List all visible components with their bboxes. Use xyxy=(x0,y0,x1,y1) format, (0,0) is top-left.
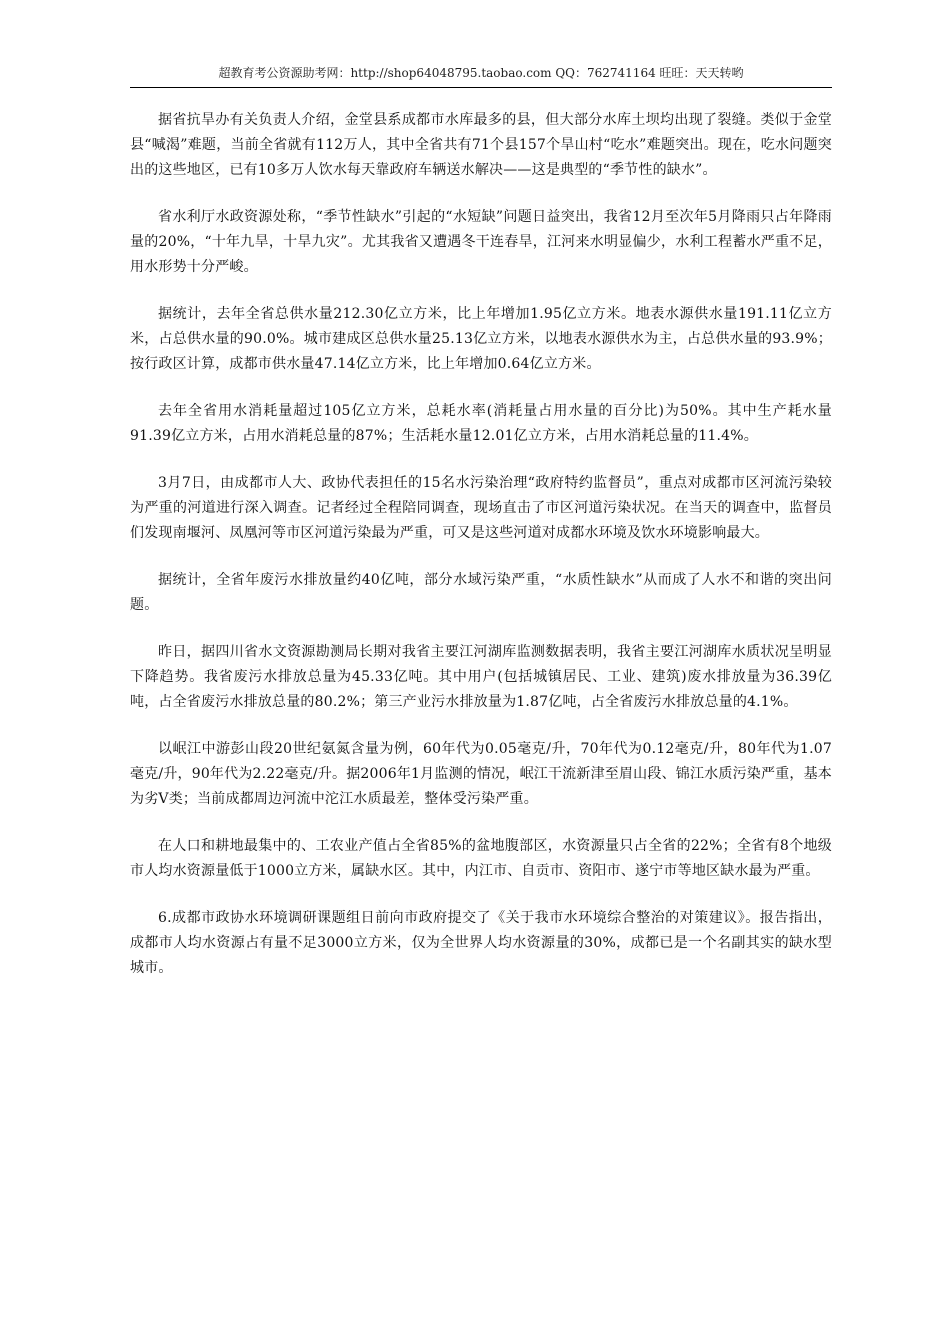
paragraph: 以岷江中游彭山段20世纪氨氮含量为例，60年代为0.05毫克/升，70年代为0.12毫克/升，80年代为1.07毫克/升，90年代为2.22毫克/升。据2006年1月监测的情况，岷江干流新津至眉山段、锦江水质污染严重，基本为劣Ⅴ类；当前成都周边河流中沱江水质最差，整体受污染严重。 xyxy=(130,741,832,807)
paragraph: 6.成都市政协水环境调研课题组日前向市政府提交了《关于我市水环境综合整治的对策建议》。报告指出，成都市人均水资源占有量不足3000立方米，仅为全世界人均水资源量的30%，成都已是一个名副其实的缺水型城市。 xyxy=(130,910,832,976)
paragraph: 昨日，据四川省水文资源勘测局长期对我省主要江河湖库监测数据表明，我省主要江河湖库水质状况呈明显下降趋势。我省废污水排放总量为45.33亿吨。其中用户(包括城镇居民、工业、建筑)废水排放量为36.39亿吨，占全省废污水排放总量的80.2%；第三产业污水排放量为1.87亿吨，占全省废污水排放总量的4.1%。 xyxy=(130,644,832,710)
paragraph: 省水利厅水政资源处称，“季节性缺水”引起的“水短缺”问题日益突出，我省12月至次年5月降雨只占年降雨量的20%，“十年九旱，十旱九灾”。尤其我省又遭遇冬干连春旱，江河来水明显偏少，水利工程蓄水严重不足，用水形势十分严峻。 xyxy=(130,209,832,275)
page-header: 超教育考公资源助考网：http://shop64048795.taobao.com QQ：762741164 旺旺：天天转哟 xyxy=(130,63,832,88)
paragraph: 在人口和耕地最集中的、工农业产值占全省85%的盆地腹部区，水资源量只占全省的22%；全省有8个地级市人均水资源量低于1000立方米，属缺水区。其中，内江市、自贡市、资阳市、遂宁市等地区缺水最为严重。 xyxy=(130,838,832,879)
document-body xyxy=(130,108,832,1003)
paragraph: 3月7日，由成都市人大、政协代表担任的15名水污染治理“政府特约监督员”，重点对成都市区河流污染较为严重的河道进行深入调查。记者经过全程陪同调查，现场直击了市区河道污染状况。在当天的调查中，监督员们发现南堰河、凤凰河等市区河道污染最为严重，可又是这些河道对成都水环境及饮水环境影响最大。 xyxy=(130,475,832,541)
paragraph: 据省抗旱办有关负责人介绍，金堂县系成都市水库最多的县，但大部分水库土坝均出现了裂缝。类似于金堂县“喊渴”难题，当前全省就有112万人，其中全省共有71个县157个旱山村“吃水”难题突出。现在，吃水问题突出的这些地区，已有10多万人饮水每天靠政府车辆送水解决——这是典型的“季节性的缺水”。 xyxy=(130,112,832,178)
paragraph: 据统计，去年全省总供水量212.30亿立方米，比上年增加1.95亿立方米。地表水源供水量191.11亿立方米，占总供水量的90.0%。城市建成区总供水量25.13亿立方米，以地表水源供水为主，占总供水量的93.9%；按行政区计算，成都市供水量47.14亿立方米，比上年增加0.64亿立方米。 xyxy=(130,306,832,372)
paragraph: 据统计，全省年废污水排放量约40亿吨，部分水域污染严重，“水质性缺水”从而成了人水不和谐的突出问题。 xyxy=(130,572,832,613)
paragraph: 去年全省用水消耗量超过105亿立方米，总耗水率(消耗量占用水量的百分比)为50%。其中生产耗水量91.39亿立方米，占用水消耗总量的87%；生活耗水量12.01亿立方米，占用水消耗总量的11.4%。 xyxy=(130,403,832,444)
